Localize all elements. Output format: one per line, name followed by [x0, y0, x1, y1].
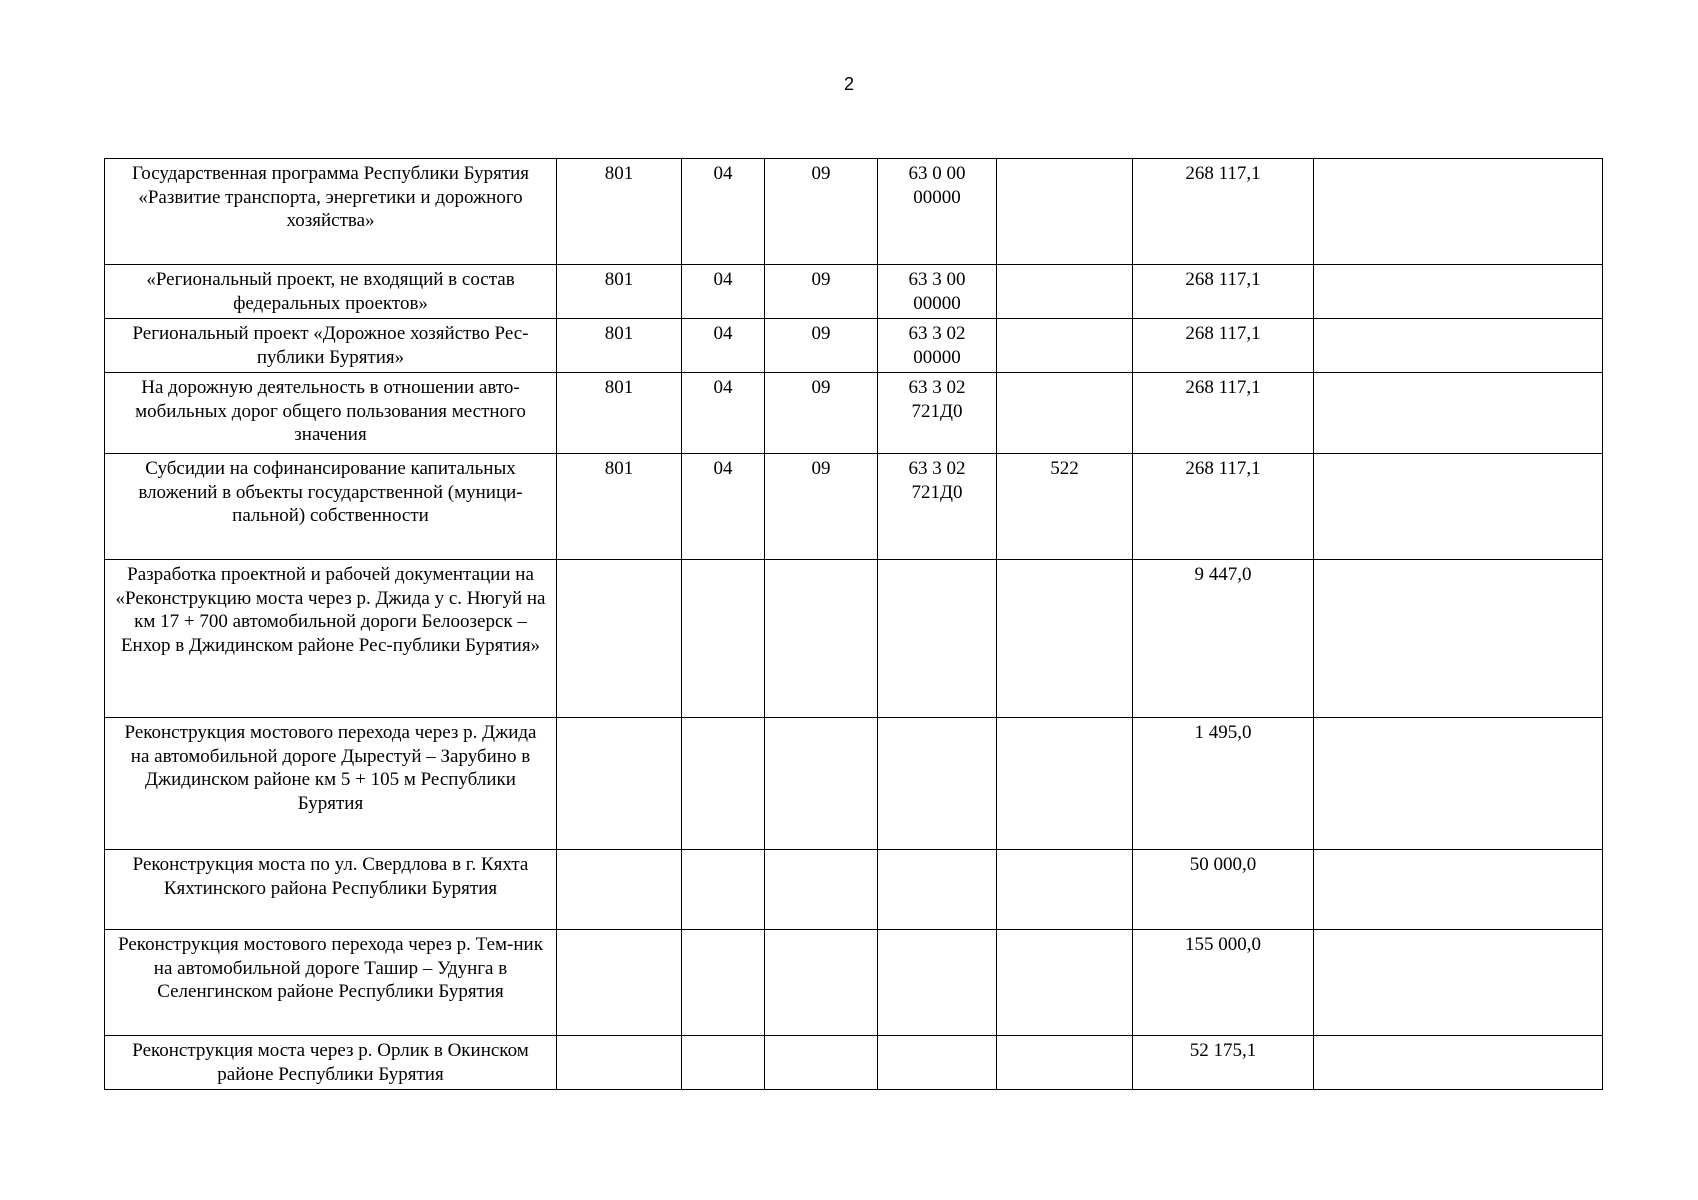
cell-rz: 04 — [682, 319, 765, 373]
cell-csr: 63 3 02 00000 — [878, 319, 997, 373]
cell-ved — [557, 560, 682, 718]
cell-rz: 04 — [682, 454, 765, 560]
table-row — [105, 373, 1603, 454]
cell-vr — [997, 319, 1133, 373]
cell-amount: 268 117,1 — [1133, 319, 1314, 373]
cell-amount: 268 117,1 — [1133, 454, 1314, 560]
cell-name: Реконструкция моста через р. Орлик в Окинском районе Республики Бурятия — [105, 1036, 557, 1090]
cell-pr — [765, 850, 878, 930]
cell-vr — [997, 373, 1133, 454]
cell-pr — [765, 1036, 878, 1090]
cell-rz: 04 — [682, 159, 765, 265]
cell-amount: 50 000,0 — [1133, 850, 1314, 930]
cell-name: Разработка проектной и рабочей документации на «Реконструкцию моста через р. Джида у с. Нюгуй на км 17 + 700 автомобильной дороги Белоозерск – Енхор в Джидинском районе Рес-публики Бурятия» — [105, 560, 557, 718]
cell-pr: 09 — [765, 265, 878, 319]
cell-name: Реконструкция мостового перехода через р. Джида на автомобильной дороге Дырестуй – Зарубино в Джидинском районе км 5 + 105 м Республики Бурятия — [105, 718, 557, 850]
cell-name: На дорожную деятельность в отношении авто-мобильных дорог общего пользования местного значения — [105, 373, 557, 454]
cell-csr — [878, 1036, 997, 1090]
table-row — [105, 930, 1603, 1036]
cell-name: Реконструкция моста по ул. Свердлова в г. Кяхта Кяхтинского района Республики Бурятия — [105, 850, 557, 930]
cell-pr — [765, 930, 878, 1036]
cell-csr: 63 0 00 00000 — [878, 159, 997, 265]
cell-vr — [997, 850, 1133, 930]
cell-csr — [878, 930, 997, 1036]
cell-amount: 268 117,1 — [1133, 265, 1314, 319]
cell-extra — [1314, 454, 1603, 560]
cell-rz — [682, 850, 765, 930]
cell-ved: 801 — [557, 373, 682, 454]
cell-extra — [1314, 159, 1603, 265]
cell-amount: 1 495,0 — [1133, 718, 1314, 850]
cell-rz — [682, 560, 765, 718]
cell-vr — [997, 560, 1133, 718]
cell-extra — [1314, 930, 1603, 1036]
cell-pr — [765, 718, 878, 850]
cell-rz — [682, 1036, 765, 1090]
cell-csr: 63 3 00 00000 — [878, 265, 997, 319]
cell-extra — [1314, 850, 1603, 930]
cell-pr: 09 — [765, 319, 878, 373]
cell-pr: 09 — [765, 373, 878, 454]
cell-amount: 155 000,0 — [1133, 930, 1314, 1036]
table-row — [105, 159, 1603, 265]
cell-name: Региональный проект «Дорожное хозяйство Рес-публики Бурятия» — [105, 319, 557, 373]
cell-ved — [557, 930, 682, 1036]
cell-rz: 04 — [682, 373, 765, 454]
table-row — [105, 265, 1603, 319]
table-row — [105, 718, 1603, 850]
cell-ved: 801 — [557, 265, 682, 319]
cell-ved — [557, 718, 682, 850]
cell-ved — [557, 1036, 682, 1090]
table-row — [105, 850, 1603, 930]
cell-csr: 63 3 02 721Д0 — [878, 373, 997, 454]
table-row — [105, 560, 1603, 718]
table-row — [105, 1036, 1603, 1090]
cell-amount: 268 117,1 — [1133, 159, 1314, 265]
table-row — [105, 319, 1603, 373]
cell-extra — [1314, 718, 1603, 850]
cell-vr — [997, 1036, 1133, 1090]
cell-amount: 52 175,1 — [1133, 1036, 1314, 1090]
cell-name: Субсидии на софинансирование капитальных вложений в объекты государственной (муници-пальной) собственности — [105, 454, 557, 560]
cell-pr: 09 — [765, 159, 878, 265]
cell-name: Государственная программа Республики Бурятия «Развитие транспорта, энергетики и дорожного хозяйства» — [105, 159, 557, 265]
cell-ved: 801 — [557, 454, 682, 560]
cell-vr — [997, 718, 1133, 850]
cell-name: «Региональный проект, не входящий в состав федеральных проектов» — [105, 265, 557, 319]
cell-extra — [1314, 560, 1603, 718]
cell-rz: 04 — [682, 265, 765, 319]
cell-csr — [878, 560, 997, 718]
cell-ved — [557, 850, 682, 930]
cell-extra — [1314, 373, 1603, 454]
cell-pr — [765, 560, 878, 718]
cell-csr — [878, 850, 997, 930]
cell-pr: 09 — [765, 454, 878, 560]
cell-vr — [997, 159, 1133, 265]
cell-rz — [682, 718, 765, 850]
cell-csr: 63 3 02 721Д0 — [878, 454, 997, 560]
cell-vr: 522 — [997, 454, 1133, 560]
cell-ved: 801 — [557, 159, 682, 265]
cell-ved: 801 — [557, 319, 682, 373]
cell-vr — [997, 930, 1133, 1036]
cell-csr — [878, 718, 997, 850]
cell-rz — [682, 930, 765, 1036]
budget-table — [104, 158, 1603, 1090]
cell-extra — [1314, 1036, 1603, 1090]
page-number: 2 — [843, 74, 854, 94]
cell-name: Реконструкция мостового перехода через р. Тем-ник на автомобильной дороге Ташир – Удунга в Селенгинском районе Республики Бурятия — [105, 930, 557, 1036]
cell-amount: 268 117,1 — [1133, 373, 1314, 454]
cell-amount: 9 447,0 — [1133, 560, 1314, 718]
cell-extra — [1314, 265, 1603, 319]
table-row — [105, 454, 1603, 560]
cell-vr — [997, 265, 1133, 319]
cell-extra — [1314, 319, 1603, 373]
